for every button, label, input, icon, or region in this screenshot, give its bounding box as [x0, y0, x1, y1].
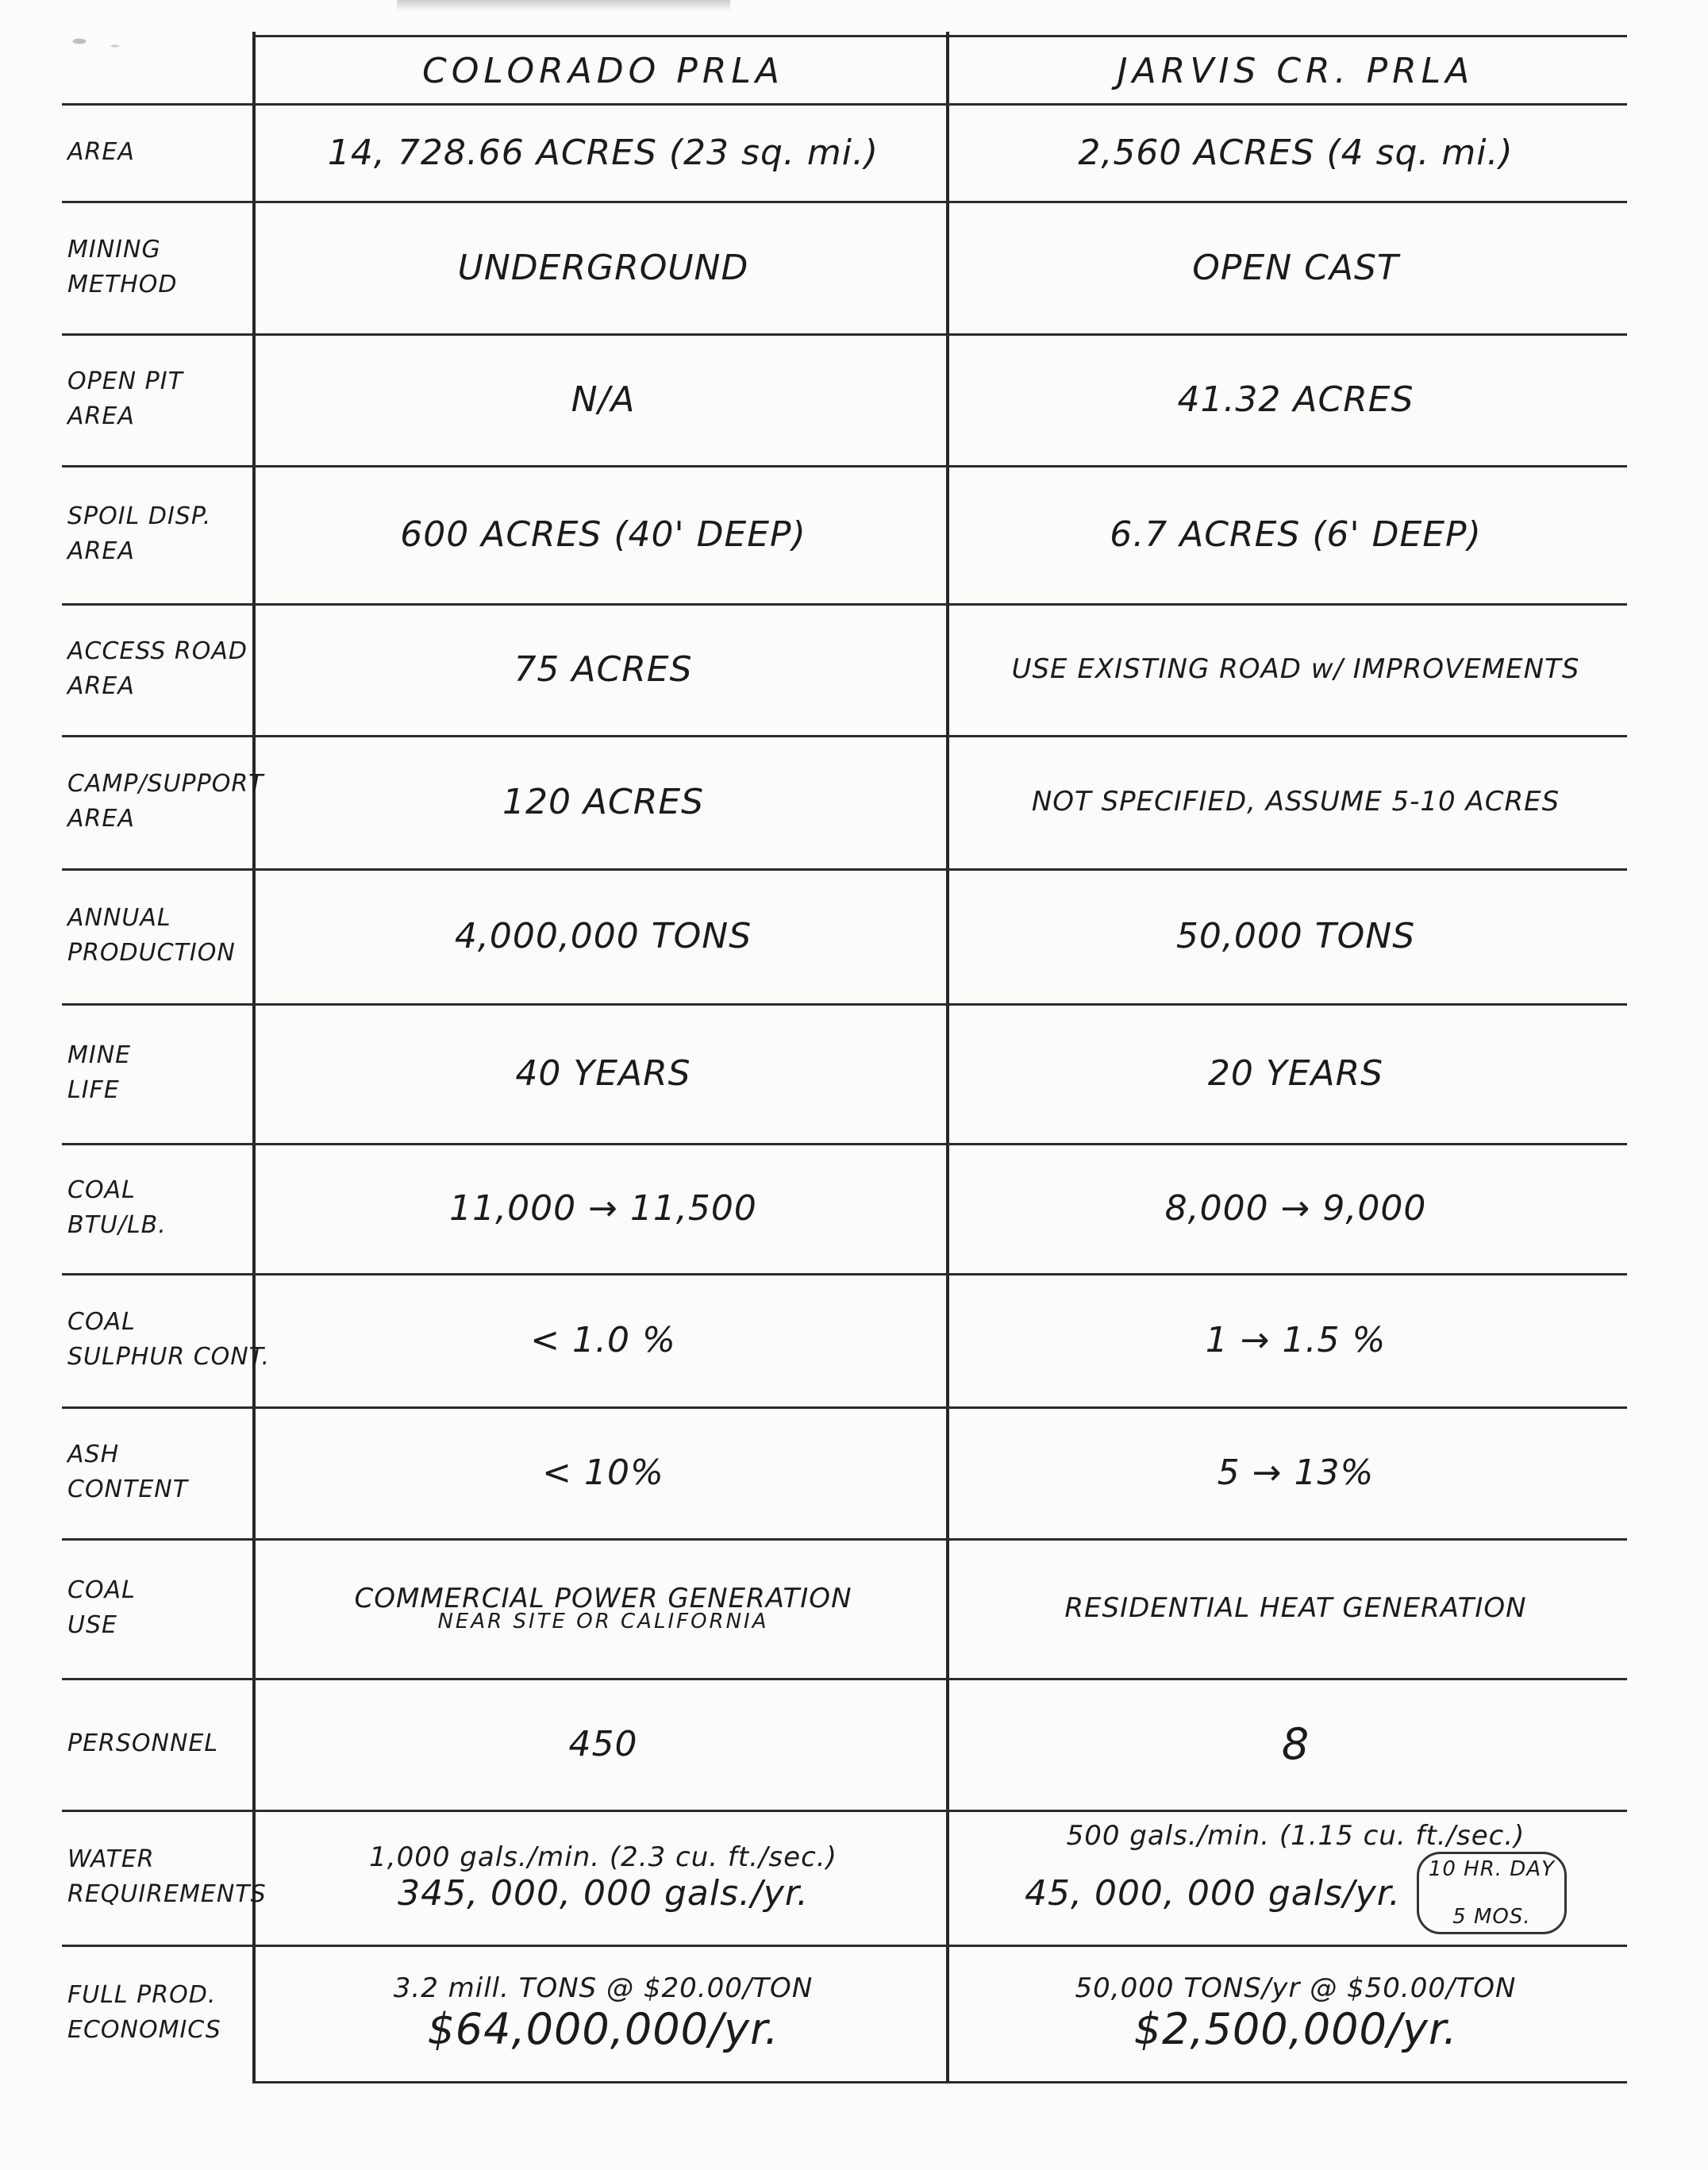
colorado-personnel: 450 [568, 1723, 638, 1764]
grid-line-middle [946, 32, 949, 2083]
row-label-water-requirements: WATER REQUIREMENTS [67, 1845, 267, 1908]
jarvis-coal-sulphur: 1 → 1.5 % [1205, 1319, 1387, 1360]
jarvis-spoil-disposal-area: 6.7 ACRES (6' DEEP) [1110, 514, 1482, 555]
row-label-coal-btu: COAL BTU/LB. [67, 1176, 167, 1239]
jarvis-economics: 50,000 TONS/yr @ $50.00/TON $2,500,000/yr. [1075, 1972, 1517, 2054]
jarvis-water-annual: 45, 000, 000 gals/yr. 10 HR. DAY 5 MOS. [1025, 1852, 1567, 1934]
scan-smudge [32, 22, 151, 70]
colorado-economics: 3.2 mill. TONS @ $20.00/TON $64,000,000/yr. [393, 1972, 814, 2054]
row-label-mine-life: MINE LIFE [67, 1041, 132, 1104]
colorado-access-road-area: 75 ACRES [514, 648, 693, 690]
colorado-spoil-disposal-area: 600 ACRES (40' DEEP) [400, 514, 806, 555]
jarvis-coal-btu: 8,000 → 9,000 [1164, 1187, 1427, 1229]
jarvis-annual-production: 50,000 TONS [1175, 915, 1416, 956]
row-label-ash-content: ASH CONTENT [67, 1441, 189, 1503]
colorado-coal-use: COMMERCIAL POWER GENERATION NEAR SITE OR CALIFORNIA [354, 1583, 852, 1633]
grid-line [252, 35, 1627, 37]
colorado-area: 14, 728.66 ACRES (23 sq. mi.) [327, 132, 879, 173]
colorado-annual-production: 4,000,000 TONS [454, 915, 752, 956]
scan-shadow [397, 0, 730, 11]
colorado-camp-support-area: 120 ACRES [502, 781, 705, 822]
row-label-access-road-area: ACCESS ROAD AREA [67, 637, 248, 700]
jarvis-ash-content: 5 → 13% [1217, 1452, 1375, 1493]
colorado-coal-sulphur: < 1.0 % [530, 1319, 676, 1360]
row-label-spoil-disposal-area: SPOIL DISP. AREA [67, 502, 212, 565]
jarvis-personnel: 8 [1281, 1718, 1310, 1769]
row-label-open-pit-area: OPEN PIT AREA [67, 367, 183, 430]
jarvis-water-requirements: 500 gals./min. (1.15 cu. ft./sec.) 45, 000, 000 gals/yr. 10 HR. DAY 5 MOS. [956, 1812, 1635, 1942]
column-header-colorado: COLORADO PRLA [421, 50, 785, 91]
row-label-area: AREA [67, 138, 135, 166]
row-label-economics: FULL PROD. ECONOMICS [67, 1981, 221, 2044]
jarvis-camp-support-area: NOT SPECIFIED, ASSUME 5-10 ACRES [1031, 786, 1560, 818]
grid-line-left [252, 32, 256, 2083]
column-header-jarvis: JARVIS CR. PRLA [1117, 50, 1475, 91]
colorado-mining-method: UNDERGROUND [457, 247, 749, 288]
jarvis-access-road-area: USE EXISTING ROAD w/ IMPROVEMENTS [1011, 653, 1580, 685]
row-label-personnel: PERSONNEL [67, 1729, 219, 1757]
row-label-mining-method: MINING METHOD [67, 236, 178, 298]
row-label-coal-sulphur: COAL SULPHUR CONT. [67, 1308, 271, 1371]
jarvis-mine-life: 20 YEARS [1207, 1052, 1384, 1094]
row-label-camp-support-area: CAMP/SUPPORT AREA [67, 770, 264, 833]
row-label-annual-production: ANNUAL PRODUCTION [67, 904, 236, 967]
colorado-ash-content: < 10% [542, 1452, 664, 1493]
colorado-coal-btu: 11,000 → 11,500 [449, 1187, 757, 1229]
colorado-mine-life: 40 YEARS [515, 1052, 691, 1094]
grid-line [252, 2081, 1627, 2083]
jarvis-coal-use: RESIDENTIAL HEAT GENERATION [1064, 1592, 1527, 1624]
colorado-water-requirements: 1,000 gals./min. (2.3 cu. ft./sec.) 345, 000, 000 gals./yr. [369, 1841, 837, 1914]
jarvis-area: 2,560 ACRES (4 sq. mi.) [1078, 132, 1514, 173]
jarvis-open-pit-area: 41.32 ACRES [1177, 379, 1414, 420]
jarvis-mining-method: OPEN CAST [1192, 247, 1399, 288]
row-label-coal-use: COAL USE [67, 1576, 136, 1639]
grid-line [62, 103, 1627, 106]
operating-schedule-note: 10 HR. DAY 5 MOS. [1417, 1852, 1567, 1934]
colorado-open-pit-area: N/A [571, 379, 636, 420]
